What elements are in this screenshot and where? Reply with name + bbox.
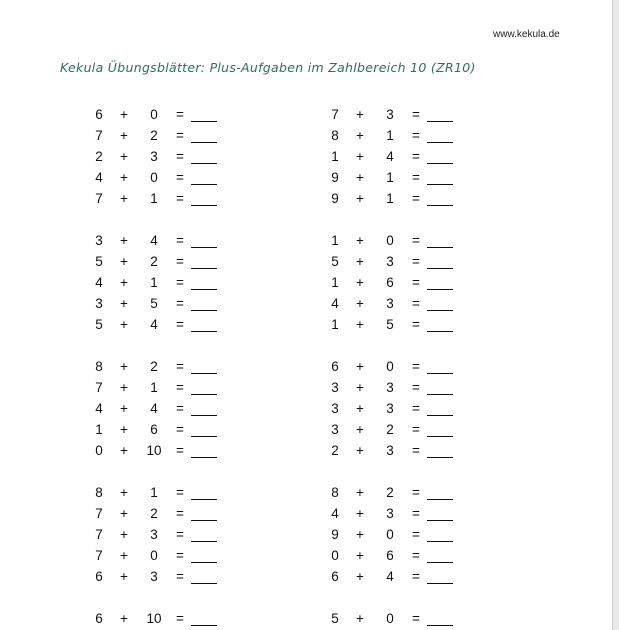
answer-blank[interactable] [191,310,217,311]
equals-sign: = [412,149,420,164]
plus-sign: + [120,296,128,311]
answer-blank[interactable] [427,625,453,626]
plus-sign: + [356,233,364,248]
addend-2: 6 [150,422,158,437]
worksheet-title: Kekula Übungsblätter: Plus-Aufgaben im Zahlbereich 10 (ZR10) [60,60,476,75]
exercise-row [90,274,250,292]
answer-blank[interactable] [191,436,217,437]
plus-sign: + [120,548,128,563]
equals-sign: = [176,149,184,164]
exercise-row [326,148,486,166]
addend-1: 7 [331,107,339,122]
exercise-row [326,610,486,628]
addend-1: 5 [95,317,103,332]
exercise-row [90,148,250,166]
answer-blank[interactable] [191,583,217,584]
addend-2: 0 [150,170,158,185]
plus-sign: + [120,170,128,185]
equals-sign: = [412,380,420,395]
plus-sign: + [120,506,128,521]
plus-sign: + [120,401,128,416]
equals-sign: = [176,548,184,563]
addend-1: 9 [331,170,339,185]
answer-blank[interactable] [427,562,453,563]
answer-blank[interactable] [191,541,217,542]
answer-blank[interactable] [191,499,217,500]
addend-1: 7 [95,380,103,395]
plus-sign: + [120,380,128,395]
plus-sign: + [356,527,364,542]
addend-1: 0 [331,548,339,563]
equals-sign: = [176,443,184,458]
answer-blank[interactable] [191,121,217,122]
equals-sign: = [176,485,184,500]
plus-sign: + [356,317,364,332]
plus-sign: + [356,170,364,185]
exercise-row [326,127,486,145]
addend-2: 0 [386,527,394,542]
equals-sign: = [176,170,184,185]
addend-2: 1 [386,191,394,206]
exercise-row [326,274,486,292]
plus-sign: + [356,275,364,290]
addend-1: 7 [95,548,103,563]
answer-blank[interactable] [191,562,217,563]
addend-1: 1 [331,317,339,332]
addend-2: 2 [150,128,158,143]
plus-sign: + [120,422,128,437]
exercise-row [90,106,250,124]
exercise-row [90,190,250,208]
equals-sign: = [176,359,184,374]
addend-1: 4 [95,275,103,290]
exercise-row [326,190,486,208]
addend-1: 0 [95,443,103,458]
addend-2: 0 [386,359,394,374]
addend-2: 3 [386,506,394,521]
answer-blank[interactable] [191,373,217,374]
equals-sign: = [412,107,420,122]
addend-2: 5 [150,296,158,311]
answer-blank[interactable] [191,163,217,164]
exercise-row [90,295,250,313]
addend-1: 5 [331,611,339,626]
plus-sign: + [120,275,128,290]
addend-1: 6 [331,359,339,374]
plus-sign: + [120,485,128,500]
equals-sign: = [412,527,420,542]
addend-2: 1 [150,191,158,206]
addend-2: 3 [386,254,394,269]
addend-2: 10 [146,611,162,626]
addend-2: 3 [386,107,394,122]
addend-2: 0 [150,548,158,563]
equals-sign: = [412,569,420,584]
equals-sign: = [176,233,184,248]
exercise-row [326,358,486,376]
addend-2: 1 [150,380,158,395]
addend-1: 7 [95,506,103,521]
answer-blank[interactable] [427,289,453,290]
addend-2: 4 [150,233,158,248]
answer-blank[interactable] [427,436,453,437]
exercise-row [90,526,250,544]
addend-1: 8 [331,485,339,500]
answer-blank[interactable] [427,247,453,248]
plus-sign: + [120,233,128,248]
plus-sign: + [120,191,128,206]
plus-sign: + [356,569,364,584]
addend-1: 1 [331,275,339,290]
exercise-row [326,547,486,565]
answer-blank[interactable] [191,142,217,143]
equals-sign: = [412,443,420,458]
plus-sign: + [120,569,128,584]
addend-1: 2 [331,443,339,458]
addend-1: 1 [331,149,339,164]
equals-sign: = [412,611,420,626]
addend-1: 3 [331,422,339,437]
answer-blank[interactable] [427,499,453,500]
plus-sign: + [120,107,128,122]
exercise-row [326,106,486,124]
exercise-row [326,442,486,460]
equals-sign: = [412,296,420,311]
addend-1: 9 [331,527,339,542]
addend-2: 2 [386,422,394,437]
plus-sign: + [120,317,128,332]
plus-sign: + [120,128,128,143]
addend-1: 3 [95,296,103,311]
equals-sign: = [412,401,420,416]
addend-2: 2 [386,485,394,500]
addend-2: 5 [386,317,394,332]
plus-sign: + [120,611,128,626]
addend-1: 6 [331,569,339,584]
addend-2: 3 [150,569,158,584]
plus-sign: + [356,506,364,521]
answer-blank[interactable] [191,625,217,626]
addend-1: 9 [331,191,339,206]
addend-2: 2 [150,359,158,374]
addend-2: 1 [150,485,158,500]
plus-sign: + [356,359,364,374]
plus-sign: + [356,422,364,437]
answer-blank[interactable] [427,142,453,143]
viewer-background [613,0,619,630]
exercise-row [326,400,486,418]
equals-sign: = [412,359,420,374]
answer-blank[interactable] [191,205,217,206]
answer-blank[interactable] [427,541,453,542]
exercise-row [326,568,486,586]
equals-sign: = [176,506,184,521]
exercise-row [90,568,250,586]
answer-blank[interactable] [191,520,217,521]
addend-1: 4 [331,296,339,311]
equals-sign: = [176,380,184,395]
answer-blank[interactable] [191,268,217,269]
equals-sign: = [412,422,420,437]
answer-blank[interactable] [427,163,453,164]
plus-sign: + [356,128,364,143]
equals-sign: = [412,506,420,521]
equals-sign: = [176,275,184,290]
exercise-row [326,232,486,250]
addend-1: 8 [95,359,103,374]
exercise-row [326,421,486,439]
exercise-row [90,442,250,460]
exercise-row [326,484,486,502]
addend-1: 5 [95,254,103,269]
answer-blank[interactable] [427,415,453,416]
addend-1: 3 [95,233,103,248]
addend-2: 0 [386,233,394,248]
addend-2: 3 [386,443,394,458]
addend-1: 8 [95,485,103,500]
plus-sign: + [356,401,364,416]
plus-sign: + [356,191,364,206]
addend-1: 8 [331,128,339,143]
exercise-row [90,400,250,418]
equals-sign: = [412,128,420,143]
answer-blank[interactable] [427,457,453,458]
equals-sign: = [176,317,184,332]
addend-1: 3 [331,401,339,416]
addend-2: 3 [386,380,394,395]
exercise-row [326,379,486,397]
equals-sign: = [176,611,184,626]
plus-sign: + [356,296,364,311]
exercise-row [326,253,486,271]
addend-2: 4 [386,149,394,164]
addend-1: 3 [331,380,339,395]
addend-2: 1 [150,275,158,290]
addend-2: 6 [386,548,394,563]
exercise-row [90,232,250,250]
addend-1: 1 [95,422,103,437]
equals-sign: = [412,233,420,248]
plus-sign: + [120,359,128,374]
equals-sign: = [176,422,184,437]
addend-2: 2 [150,506,158,521]
plus-sign: + [356,149,364,164]
exercise-row [326,169,486,187]
plus-sign: + [356,107,364,122]
addend-2: 4 [150,401,158,416]
addend-2: 3 [386,296,394,311]
addend-2: 0 [386,611,394,626]
equals-sign: = [176,191,184,206]
exercise-row [326,316,486,334]
answer-blank[interactable] [427,184,453,185]
answer-blank[interactable] [191,415,217,416]
addend-2: 2 [150,254,158,269]
addend-1: 2 [95,149,103,164]
addend-1: 6 [95,107,103,122]
plus-sign: + [120,443,128,458]
addend-2: 1 [386,170,394,185]
plus-sign: + [356,254,364,269]
addend-2: 1 [386,128,394,143]
addend-1: 5 [331,254,339,269]
exercise-row [90,484,250,502]
plus-sign: + [356,611,364,626]
equals-sign: = [176,254,184,269]
answer-blank[interactable] [191,289,217,290]
answer-blank[interactable] [427,205,453,206]
answer-blank[interactable] [427,583,453,584]
exercise-row [90,253,250,271]
answer-blank[interactable] [427,394,453,395]
addend-2: 3 [150,527,158,542]
addend-1: 4 [95,170,103,185]
plus-sign: + [120,527,128,542]
exercise-row [90,547,250,565]
site-url: www.kekula.de [493,29,560,40]
addend-2: 10 [146,443,162,458]
addend-1: 4 [331,506,339,521]
exercise-row [90,421,250,439]
equals-sign: = [176,296,184,311]
answer-blank[interactable] [191,331,217,332]
equals-sign: = [412,254,420,269]
exercise-row [90,358,250,376]
addend-1: 1 [331,233,339,248]
equals-sign: = [176,128,184,143]
exercise-row [326,505,486,523]
plus-sign: + [356,548,364,563]
answer-blank[interactable] [191,184,217,185]
answer-blank[interactable] [191,394,217,395]
addend-1: 7 [95,527,103,542]
equals-sign: = [412,485,420,500]
addend-2: 3 [386,401,394,416]
answer-blank[interactable] [427,373,453,374]
equals-sign: = [412,275,420,290]
equals-sign: = [176,107,184,122]
addend-1: 6 [95,611,103,626]
addend-1: 6 [95,569,103,584]
answer-blank[interactable] [191,247,217,248]
answer-blank[interactable] [427,331,453,332]
addend-2: 4 [150,317,158,332]
exercise-row [90,379,250,397]
addend-1: 4 [95,401,103,416]
addend-2: 6 [386,275,394,290]
addend-2: 4 [386,569,394,584]
plus-sign: + [356,380,364,395]
plus-sign: + [356,443,364,458]
addend-2: 3 [150,149,158,164]
plus-sign: + [120,254,128,269]
answer-blank[interactable] [427,121,453,122]
answer-blank[interactable] [191,457,217,458]
equals-sign: = [176,569,184,584]
addend-1: 7 [95,128,103,143]
answer-blank[interactable] [427,310,453,311]
equals-sign: = [412,548,420,563]
equals-sign: = [176,401,184,416]
answer-blank[interactable] [427,520,453,521]
exercise-row [326,295,486,313]
addend-2: 0 [150,107,158,122]
exercise-row [90,505,250,523]
exercise-row [90,169,250,187]
equals-sign: = [176,527,184,542]
equals-sign: = [412,191,420,206]
equals-sign: = [412,170,420,185]
answer-blank[interactable] [427,268,453,269]
exercise-row [90,316,250,334]
plus-sign: + [120,149,128,164]
addend-1: 7 [95,191,103,206]
exercise-row [326,526,486,544]
exercise-row [90,127,250,145]
plus-sign: + [356,485,364,500]
exercise-row [90,610,250,628]
equals-sign: = [412,317,420,332]
